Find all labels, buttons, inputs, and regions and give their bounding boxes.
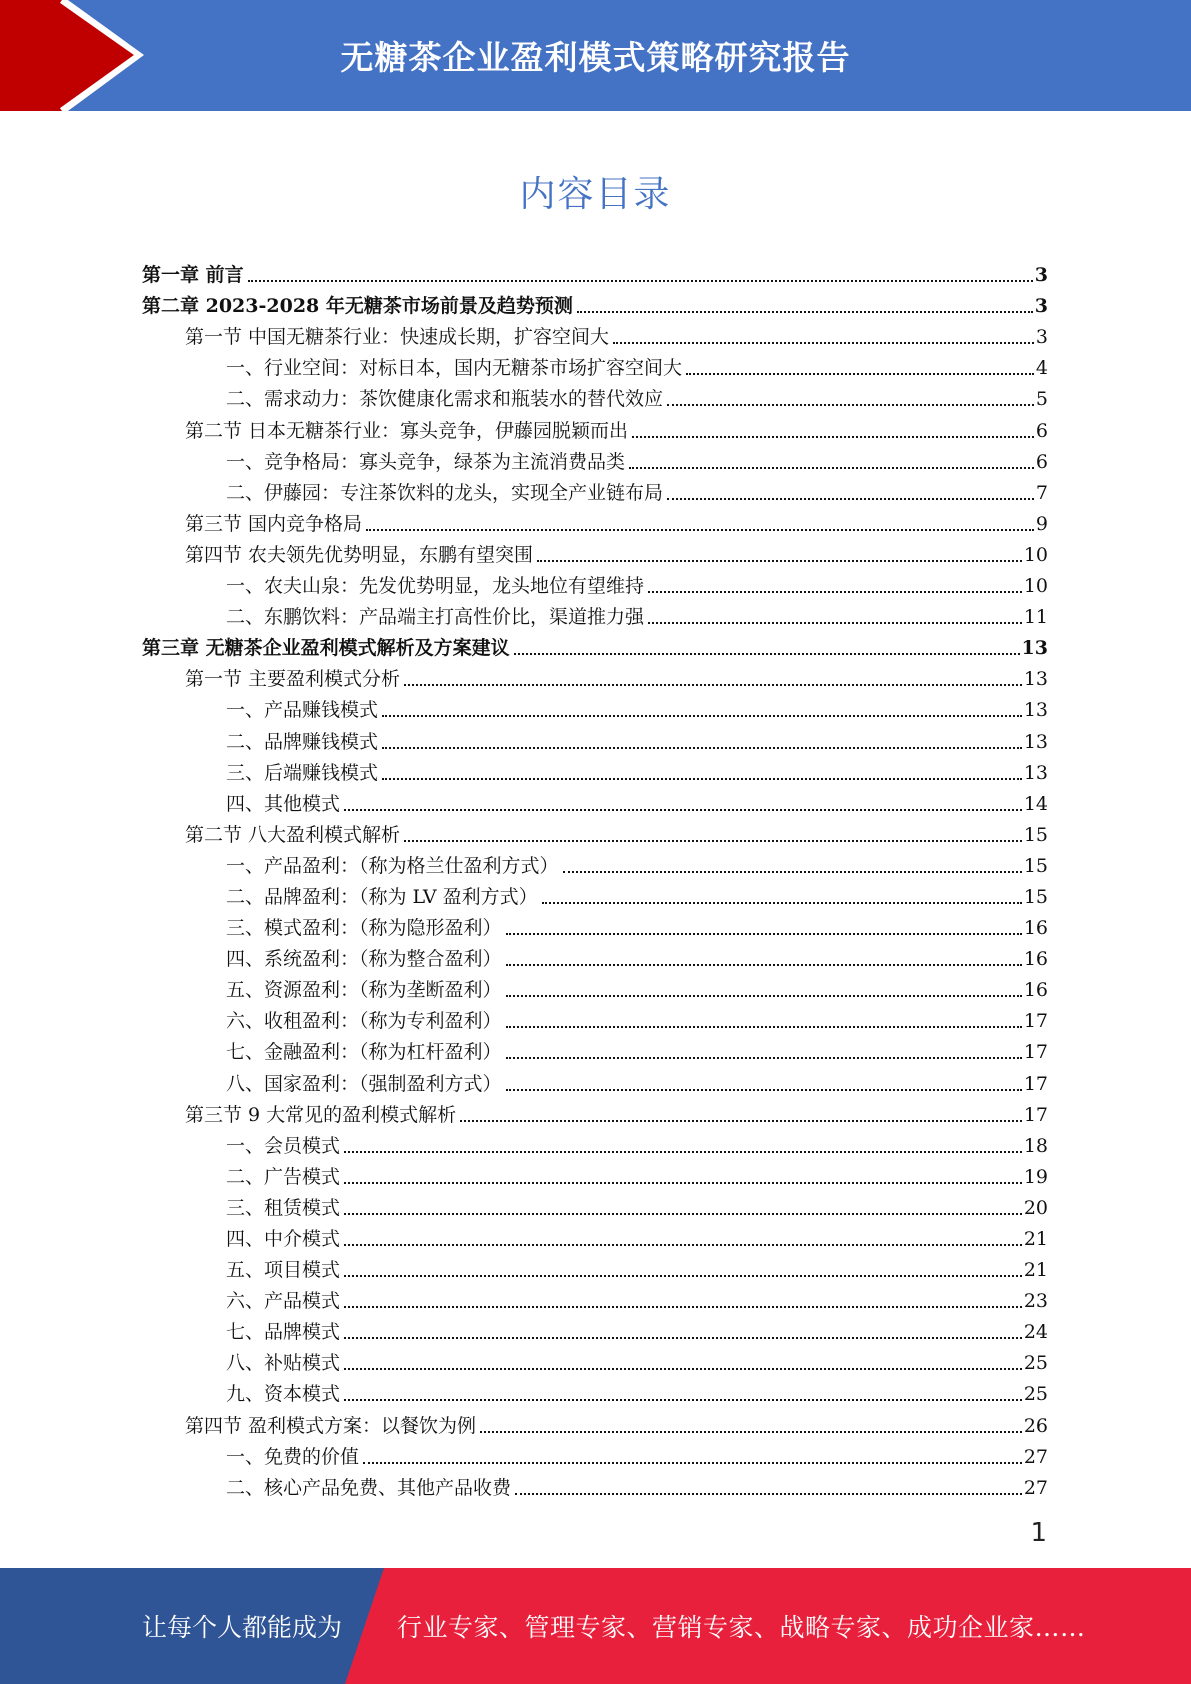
footer-slogan-left: 让每个人都能成为: [142, 1613, 343, 1642]
toc-dot-leader: [404, 840, 1022, 842]
toc-dot-leader: [404, 684, 1022, 686]
toc-entry-text: 二、伊藤园：专注茶饮料的龙头，实现全产业链布局: [226, 481, 664, 504]
toc-entry-page: 10: [1023, 575, 1048, 598]
toc-entry-page: 18: [1023, 1134, 1048, 1157]
toc-entry-text: 八、国家盈利：（强制盈利方式）: [226, 1072, 502, 1095]
toc-entry-text: 三、模式盈利：（称为隐形盈利）: [226, 917, 502, 940]
toc-dot-leader: [577, 311, 1033, 313]
red-arrow-icon: [0, 0, 150, 111]
toc-entry-page: 27: [1023, 1445, 1048, 1468]
toc-entry-page: 13: [1023, 699, 1048, 722]
toc-entry-text: 四、中介模式: [226, 1228, 341, 1250]
toc-entry-page: 15: [1023, 823, 1048, 846]
toc-dot-leader: [515, 1493, 1022, 1495]
toc-dot-leader: [344, 809, 1022, 811]
toc-dot-leader: [632, 436, 1034, 438]
toc-entry-text: 八、补贴模式: [226, 1352, 341, 1375]
toc-dot-leader: [686, 373, 1034, 375]
toc-entry[interactable]: [142, 1031, 1048, 1062]
toc-dot-leader: [382, 778, 1022, 780]
footer-banner: [0, 1568, 1191, 1684]
toc-entry[interactable]: [142, 969, 1048, 1000]
toc-entry-page: 4: [1035, 357, 1048, 380]
toc-entry-text: 第三节 9 大常见的盈利模式解析: [185, 1103, 457, 1126]
toc-dot-leader: [363, 1462, 1022, 1464]
toc-entry[interactable]: [142, 503, 1048, 534]
toc-entry-page: 24: [1023, 1321, 1048, 1344]
toc-entry-page: 19: [1023, 1165, 1048, 1188]
toc-entry-text: 四、系统盈利：（称为整合盈利）: [226, 948, 502, 971]
toc-entry-text: 第二节 八大盈利模式解析: [185, 823, 401, 846]
toc-entry-text: 第二章 2023-2028 年无糖茶市场前景及趋势预测: [142, 295, 573, 318]
toc-entry[interactable]: [142, 720, 1048, 751]
toc-entry-text: 二、东鹏饮料：产品端主打高性价比，渠道推力强: [226, 606, 645, 629]
toc-entry-page: 13: [1023, 730, 1048, 753]
toc-list: [142, 254, 1048, 1498]
toc-entry-text: 七、品牌模式: [226, 1321, 341, 1344]
toc-entry[interactable]: [142, 1311, 1048, 1342]
toc-entry[interactable]: [142, 658, 1048, 689]
toc-entry-text: 一、竞争格局：寡头竞争，绿茶为主流消费品类: [226, 450, 626, 473]
toc-entry[interactable]: [142, 1342, 1048, 1373]
toc-entry-text: 第三节 国内竞争格局: [185, 512, 363, 535]
toc-entry-text: 五、项目模式: [226, 1259, 341, 1282]
toc-dot-leader: [344, 1368, 1022, 1370]
toc-entry-text: 三、租赁模式: [226, 1196, 341, 1219]
toc-entry[interactable]: [142, 1373, 1048, 1404]
toc-entry-text: 一、会员模式: [226, 1134, 341, 1157]
page-number: 1: [1030, 1518, 1047, 1548]
toc-entry-page: 7: [1035, 481, 1048, 504]
toc-entry-page: 25: [1023, 1383, 1048, 1406]
toc-entry-text: 二、核心产品免费、其他产品收费: [226, 1476, 512, 1499]
toc-entry-page: 17: [1023, 1103, 1048, 1126]
toc-entry[interactable]: [142, 254, 1048, 285]
toc-entry-text: 一、免费的价值: [226, 1445, 360, 1468]
toc-dot-leader: [344, 1244, 1022, 1246]
toc-entry[interactable]: [142, 285, 1048, 316]
toc-entry-text: 第二节 日本无糖茶行业：寡头竞争，伊藤园脱颖而出: [185, 419, 629, 442]
toc-entry-page: 13: [1021, 637, 1048, 660]
toc-entry-text: 第三章 无糖茶企业盈利模式解析及方案建议: [142, 637, 510, 660]
toc-entry-text: 六、产品模式: [226, 1290, 341, 1313]
toc-dot-leader: [506, 1057, 1022, 1059]
toc-entry[interactable]: [142, 409, 1048, 440]
toc-dot-leader: [629, 467, 1034, 469]
toc-entry-page: 16: [1023, 979, 1048, 1002]
toc-entry-page: 16: [1023, 917, 1048, 940]
toc-entry-text: 一、行业空间：对标日本，国内无糖茶市场扩容空间大: [226, 357, 683, 380]
toc-entry-text: 一、产品盈利：（称为格兰仕盈利方式）: [226, 854, 559, 877]
toc-dot-leader: [667, 498, 1034, 500]
toc-entry-page: 13: [1023, 761, 1048, 784]
report-title: 无糖茶企业盈利模式策略研究报告: [340, 38, 851, 77]
toc-dot-leader: [613, 342, 1034, 344]
toc-entry[interactable]: [142, 565, 1048, 596]
footer-slogan-right: 行业专家、管理专家、营销专家、战略专家、成功企业家……: [397, 1613, 1086, 1642]
toc-entry-text: 三、后端赚钱模式: [226, 761, 379, 784]
toc-entry-text: 六、收租盈利：（称为专利盈利）: [226, 1010, 502, 1033]
toc-dot-leader: [382, 747, 1022, 749]
toc-entry-page: 17: [1023, 1072, 1048, 1095]
toc-dot-leader: [563, 871, 1022, 873]
toc-entry-page: 3: [1034, 295, 1048, 318]
toc-entry[interactable]: [142, 316, 1048, 347]
toc-title: 内容目录: [519, 174, 672, 215]
toc-dot-leader: [248, 280, 1033, 282]
toc-entry[interactable]: [142, 1094, 1048, 1125]
toc-entry-text: 七、金融盈利：（称为杠杆盈利）: [226, 1041, 502, 1064]
toc-entry-text: 一、农夫山泉：先发优势明显，龙头地位有望维持: [226, 575, 645, 598]
toc-dot-leader: [537, 560, 1022, 562]
toc-entry[interactable]: [142, 938, 1048, 969]
toc-entry-page: 25: [1023, 1352, 1048, 1375]
toc-entry-page: 15: [1023, 885, 1048, 908]
toc-dot-leader: [344, 1151, 1022, 1153]
toc-dot-leader: [506, 995, 1022, 997]
toc-entry-page: 21: [1023, 1259, 1048, 1282]
toc-dot-leader: [542, 902, 1022, 904]
toc-entry[interactable]: [142, 1218, 1048, 1249]
toc-dot-leader: [344, 1337, 1022, 1339]
toc-entry[interactable]: [142, 876, 1048, 907]
toc-dot-leader: [506, 1089, 1022, 1091]
toc-entry-page: 6: [1035, 419, 1048, 442]
toc-entry-page: 6: [1035, 450, 1048, 473]
toc-entry-page: 3: [1034, 264, 1048, 287]
toc-dot-leader: [344, 1213, 1022, 1215]
toc-entry-page: 16: [1023, 948, 1048, 971]
toc-entry-page: 15: [1023, 854, 1048, 877]
toc-entry[interactable]: [142, 472, 1048, 503]
toc-dot-leader: [667, 404, 1034, 406]
toc-entry[interactable]: [142, 1404, 1048, 1435]
toc-entry[interactable]: [142, 627, 1048, 658]
toc-entry[interactable]: [142, 783, 1048, 814]
toc-entry-page: 5: [1035, 388, 1048, 411]
toc-entry[interactable]: [142, 1249, 1048, 1280]
toc-dot-leader: [506, 964, 1022, 966]
toc-entry[interactable]: [142, 347, 1048, 378]
toc-entry-page: 20: [1023, 1196, 1048, 1219]
toc-dot-leader: [344, 1306, 1022, 1308]
toc-entry[interactable]: [142, 1187, 1048, 1218]
toc-entry-page: 26: [1023, 1414, 1048, 1437]
toc-entry[interactable]: [142, 596, 1048, 627]
toc-entry[interactable]: [142, 378, 1048, 409]
toc-dot-leader: [344, 1275, 1022, 1277]
toc-entry[interactable]: [142, 441, 1048, 472]
toc-entry[interactable]: [142, 814, 1048, 845]
toc-dot-leader: [648, 622, 1022, 624]
toc-entry[interactable]: [142, 1062, 1048, 1093]
toc-entry-page: 17: [1023, 1010, 1048, 1033]
toc-entry-page: 27: [1023, 1476, 1048, 1499]
toc-entry[interactable]: [142, 689, 1048, 720]
toc-entry-page: 17: [1023, 1041, 1048, 1064]
toc-entry-text: 二、品牌盈利：（称为 LV 盈利方式）: [226, 885, 538, 908]
toc-entry-text: 第四节 盈利模式方案：以餐饮为例: [185, 1414, 477, 1437]
toc-entry-text: 第一节 主要盈利模式分析: [185, 668, 401, 691]
toc-entry-text: 五、资源盈利：（称为垄断盈利）: [226, 979, 502, 1002]
toc-entry[interactable]: [142, 1000, 1048, 1031]
toc-entry-page: 14: [1023, 792, 1048, 815]
toc-dot-leader: [506, 1026, 1022, 1028]
toc-entry-page: 10: [1023, 543, 1048, 566]
toc-entry-page: 13: [1023, 668, 1048, 691]
toc-dot-leader: [506, 933, 1022, 935]
toc-dot-leader: [382, 715, 1022, 717]
toc-entry-text: 二、广告模式: [226, 1165, 341, 1188]
toc-entry[interactable]: [142, 1280, 1048, 1311]
toc-entry-text: 九、资本模式: [226, 1383, 341, 1406]
toc-entry-text: 二、品牌赚钱模式: [226, 730, 379, 753]
toc-entry-text: 二、需求动力：茶饮健康化需求和瓶装水的替代效应: [226, 388, 664, 411]
toc-dot-leader: [344, 1182, 1022, 1184]
toc-entry-text: 第一节 中国无糖茶行业：快速成长期，扩容空间大: [185, 326, 610, 349]
toc-dot-leader: [480, 1431, 1022, 1433]
toc-entry-text: 第一章 前言: [142, 264, 244, 287]
toc-entry-page: 21: [1023, 1228, 1048, 1250]
toc-entry[interactable]: [142, 1436, 1048, 1467]
toc-dot-leader: [514, 653, 1020, 655]
toc-entry[interactable]: [142, 534, 1048, 565]
toc-dot-leader: [344, 1399, 1022, 1401]
toc-dot-leader: [366, 529, 1034, 531]
toc-entry-text: 四、其他模式: [226, 792, 341, 815]
toc-entry[interactable]: [142, 752, 1048, 783]
toc-entry-page: 23: [1023, 1290, 1048, 1313]
toc-entry[interactable]: [142, 907, 1048, 938]
toc-entry-text: 一、产品赚钱模式: [226, 699, 379, 722]
header-banner: [0, 0, 1191, 111]
toc-dot-leader: [460, 1120, 1022, 1122]
toc-entry-page: 11: [1023, 606, 1048, 629]
toc-entry[interactable]: [142, 1467, 1048, 1498]
toc-entry[interactable]: [142, 845, 1048, 876]
toc-entry-text: 第四节 农夫领先优势明显，东鹏有望突围: [185, 543, 534, 566]
toc-entry[interactable]: [142, 1156, 1048, 1187]
toc-dot-leader: [648, 591, 1022, 593]
toc-entry[interactable]: [142, 1125, 1048, 1156]
toc-entry-page: 9: [1035, 512, 1048, 535]
toc-entry-page: 3: [1035, 326, 1048, 349]
